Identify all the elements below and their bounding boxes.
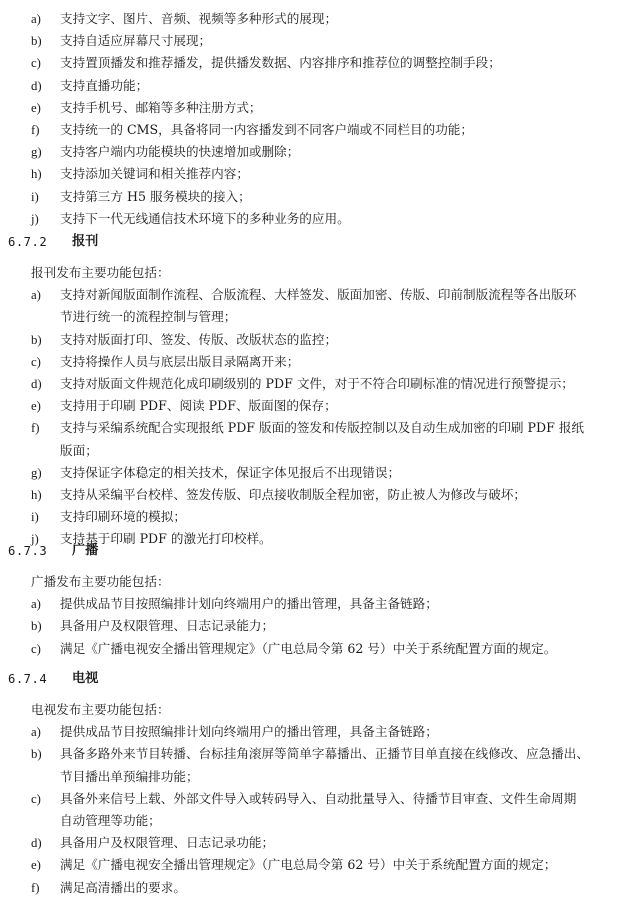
list-item [0, 8, 635, 30]
item-marker: b) [31, 332, 42, 347]
list-item [0, 877, 635, 899]
list-item [0, 52, 635, 74]
list-item [0, 788, 635, 810]
item-marker: c) [31, 641, 41, 656]
item-text: 支持下一代无线通信技术环境下的多种业务的应用。 [60, 210, 350, 226]
item-text: 满足高清播出的要求。 [60, 879, 186, 895]
item-marker: h) [31, 167, 42, 182]
list-item [0, 141, 635, 163]
item-text: 支持自适应屏幕尺寸展现； [60, 33, 212, 49]
section-title: 广播 [72, 543, 99, 558]
item-marker: h) [31, 487, 42, 502]
item-text: 支持客户端内功能模块的快速增加或删除； [60, 144, 300, 160]
list-item [0, 186, 635, 208]
section-intro: 广播发布主要功能包括： [31, 574, 170, 589]
item-text: 支持第三方 H5 服务模块的接入； [60, 188, 251, 204]
section-intro: 电视发布主要功能包括： [31, 702, 170, 717]
list-item-continuation: 节目播出单预编排功能； [60, 768, 199, 784]
item-text: 支持统一的 CMS，具备将同一内容播发到不同客户端或不同栏目的功能； [60, 121, 473, 137]
list-item [0, 395, 635, 417]
item-text: 支持将操作人员与底层出版目录隔离开来； [60, 353, 300, 369]
list-item-continuation: 节进行统一的流程控制与管理； [60, 309, 237, 325]
list-item [0, 30, 635, 52]
section-6-7-3 [0, 536, 635, 660]
list-item [0, 484, 635, 506]
item-text: 支持置顶播发和推荐播发，提供播发数据、内容排序和推荐位的调整控制手段； [60, 55, 501, 71]
item-marker: a) [31, 288, 41, 303]
section-number: 6.7.4 [8, 672, 48, 686]
item-marker: c) [31, 56, 41, 71]
list-item [0, 351, 635, 373]
item-marker: g) [31, 145, 42, 160]
item-marker: e) [31, 399, 41, 414]
item-text: 支持直播功能； [60, 77, 149, 93]
list-item [0, 832, 635, 854]
item-marker: f) [31, 880, 40, 895]
item-text: 支持手机号、邮箱等多种注册方式； [60, 99, 262, 115]
item-marker: b) [31, 747, 42, 762]
list-item [0, 743, 635, 765]
list-item-continuation: 自动管理等功能； [60, 812, 161, 828]
section-6-7-1-list [0, 8, 635, 230]
list-item [0, 417, 635, 439]
list-item-continuation: 版面； [60, 442, 98, 458]
section-heading [0, 664, 635, 694]
section-number: 6.7.2 [8, 235, 48, 249]
section-6-7-2 [0, 227, 635, 550]
item-marker: a) [31, 12, 41, 26]
item-marker: c) [31, 791, 41, 806]
item-marker: g) [31, 465, 42, 480]
item-marker: a) [31, 597, 41, 612]
item-text: 具备外来信号上载、外部文件导入或转码导入、自动批量导入、待播节目审查、文件生命周期 [60, 790, 577, 806]
list-item [0, 721, 635, 743]
list-item [0, 119, 635, 141]
item-text: 支持对新闻版面制作流程、合版流程、大样签发、版面加密、传版、印前制版流程等各出版环 [60, 287, 577, 303]
item-text: 支持对版面文件规范化成印刷级别的 PDF 文件，对于不符合印刷标准的情况进行预警提示； [60, 375, 574, 391]
item-text: 支持用于印刷 PDF、阅读 PDF、版面图的保存； [60, 398, 337, 414]
item-marker: c) [31, 354, 41, 369]
item-text: 具备用户及权限管理、日志记录能力； [60, 618, 275, 634]
list-item [0, 284, 635, 306]
section-heading [0, 536, 635, 566]
item-text: 满足《广播电视安全播出管理规定》（广电总局令第 62 号）中关于系统配置方面的规定； [60, 857, 557, 873]
list-item [0, 506, 635, 528]
item-marker: f) [31, 122, 40, 137]
list-item [0, 75, 635, 97]
item-marker: b) [31, 34, 42, 49]
item-text: 支持文字、图片、音频、视频等多种形式的展现； [60, 11, 338, 26]
item-marker: a) [31, 725, 41, 740]
item-marker: d) [31, 78, 42, 93]
item-text: 支持对版面打印、签发、传版、改版状态的监控； [60, 331, 338, 347]
list-item [0, 593, 635, 615]
item-marker: b) [31, 619, 42, 634]
item-text: 提供成品节目按照编排计划向终端用户的播出管理，具备主备链路； [60, 596, 438, 612]
item-marker: i) [31, 189, 39, 204]
list-item [0, 854, 635, 876]
item-text: 支持印刷环境的模拟； [60, 509, 186, 525]
section-title: 报刊 [72, 234, 99, 249]
item-text: 支持保证字体稳定的相关技术，保证字体见报后不出现错误； [60, 464, 401, 480]
item-marker: f) [31, 421, 40, 436]
list-item [0, 462, 635, 484]
section-number: 6.7.3 [8, 544, 48, 558]
list-item [0, 373, 635, 395]
item-text: 支持从采编平台校样、签发传版、印点接收制版全程加密，防止被人为修改与破坏； [60, 486, 526, 502]
section-6-7-4 [0, 664, 635, 899]
item-marker: e) [31, 858, 41, 873]
item-marker: j) [31, 532, 39, 547]
list-item [0, 163, 635, 185]
list-item [0, 97, 635, 119]
item-marker: d) [31, 836, 42, 851]
list-item [0, 638, 635, 660]
item-marker: e) [31, 100, 41, 115]
item-text: 提供成品节目按照编排计划向终端用户的播出管理，具备主备链路； [60, 724, 438, 740]
item-text: 支持添加关键词和相关推荐内容； [60, 166, 249, 182]
item-text: 支持基于印刷 PDF 的激光打印校样。 [60, 531, 272, 547]
item-marker: d) [31, 376, 42, 391]
item-text: 满足《广播电视安全播出管理规定》（广电总局令第 62 号）中关于系统配置方面的规定。 [60, 640, 557, 656]
item-text: 具备用户及权限管理、日志记录功能； [60, 835, 275, 851]
item-marker: i) [31, 510, 39, 525]
item-text: 支持与采编系统配合实现报纸 PDF 版面的签发和传版控制以及自动生成加密的印刷 PDF 报纸 [60, 420, 585, 436]
list-item [0, 329, 635, 351]
section-intro: 报刊发布主要功能包括： [31, 265, 170, 280]
item-marker: j) [31, 211, 39, 226]
section-heading [0, 227, 635, 257]
item-text: 具备多路外来节目转播、台标挂角滚屏等简单字幕播出、正播节目单直接在线修改、应急播出、 [60, 746, 589, 762]
section-title: 电视 [72, 671, 99, 686]
list-item [0, 615, 635, 637]
